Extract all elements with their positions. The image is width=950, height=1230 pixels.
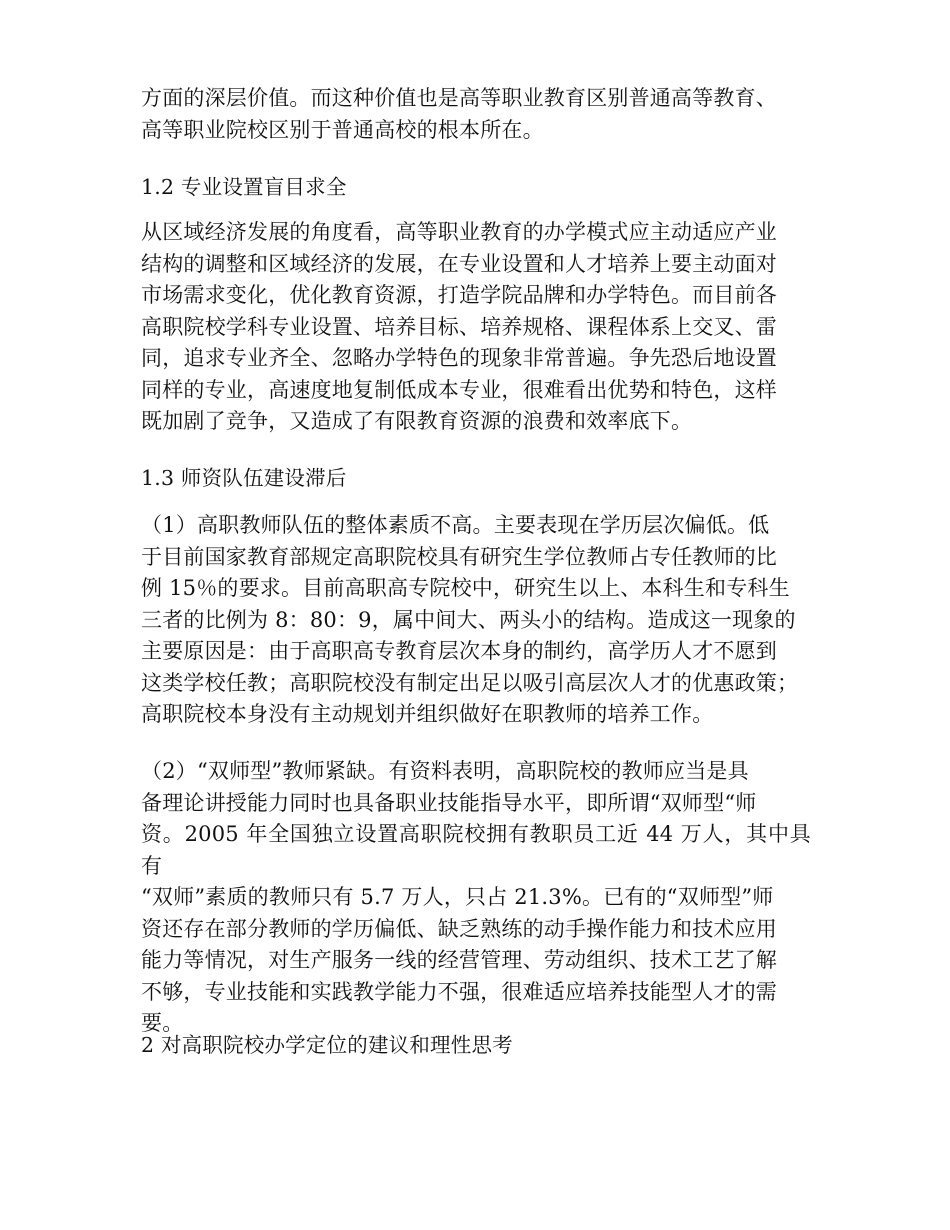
- section-1-3-paragraph-2: （2）“双师型”教师紧缺。有资料表明，高职院校的教师应当是具 备理论讲授能力同时也具备职业技能指导水平，即所谓“双师型“师 资。2005 年全国独立设置高职院校拥有教职员工近 44 万人，其中具有 “双师”素质的教师只有 5.7 万人，只占 21.3%。已有的“双师型”师 资还存在部分教师的学历偏低、缺乏熟练的动手操作能力和技术应用 能力等情况，对生产服务一线的经营管理、劳动组织、技术工艺了解 不够，专业技能和实践教学能力不强，很难适应培养技能型人才的需 要。: [141, 759, 811, 1035]
- section-1-2-heading: 1.2 专业设置盲目求全: [141, 175, 347, 199]
- section-1-2-paragraph: 从区域经济发展的角度看，高等职业教育的办学模式应主动适应产业 结构的调整和区域经济的发展，在专业设置和人才培养上要主动面对 市场需求变化，优化教育资源，打造学院品牌和办学特色。而目前各 高职院校学科专业设置、培养目标、培养规格、课程体系上交叉、雷 同，追求专业齐全、忽略办学特色的现象非常普遍。争先恐后地设置 同样的专业，高速度地复制低成本专业，很难看出优势和特色，这样 既加剧了竞争，又造成了有限教育资源的浪费和效率底下。: [141, 220, 777, 433]
- section-1-3-paragraph-1: （1）高职教师队伍的整体素质不高。主要表现在学历层次偏低。低 于目前国家教育部规定高职院校具有研究生学位教师占专任教师的比 例 15％的要求。目前高职高专院校中，研究生以上、本科生和专科生 三者的比例为 8：80：9，属中间大、两头小的结构。造成这一现象的 主要原因是：由于高职高专教育层次本身的制约，高学历人才不愿到 这类学校任教；高职院校没有制定出足以吸引高层次人才的优惠政策； 高职院校本身没有主动规划并组织做好在职教师的培养工作。: [141, 513, 799, 726]
- section-1-3-heading: 1.3 师资队伍建设滞后: [141, 466, 347, 490]
- continuation-paragraph: 方面的深层价值。而这种价值也是高等职业教育区别普通高等教育、 高等职业院校区别于普通高校的根本所在。: [141, 86, 777, 142]
- section-2-heading: 2 对高职院校办学定位的建议和理性思考: [141, 1033, 513, 1057]
